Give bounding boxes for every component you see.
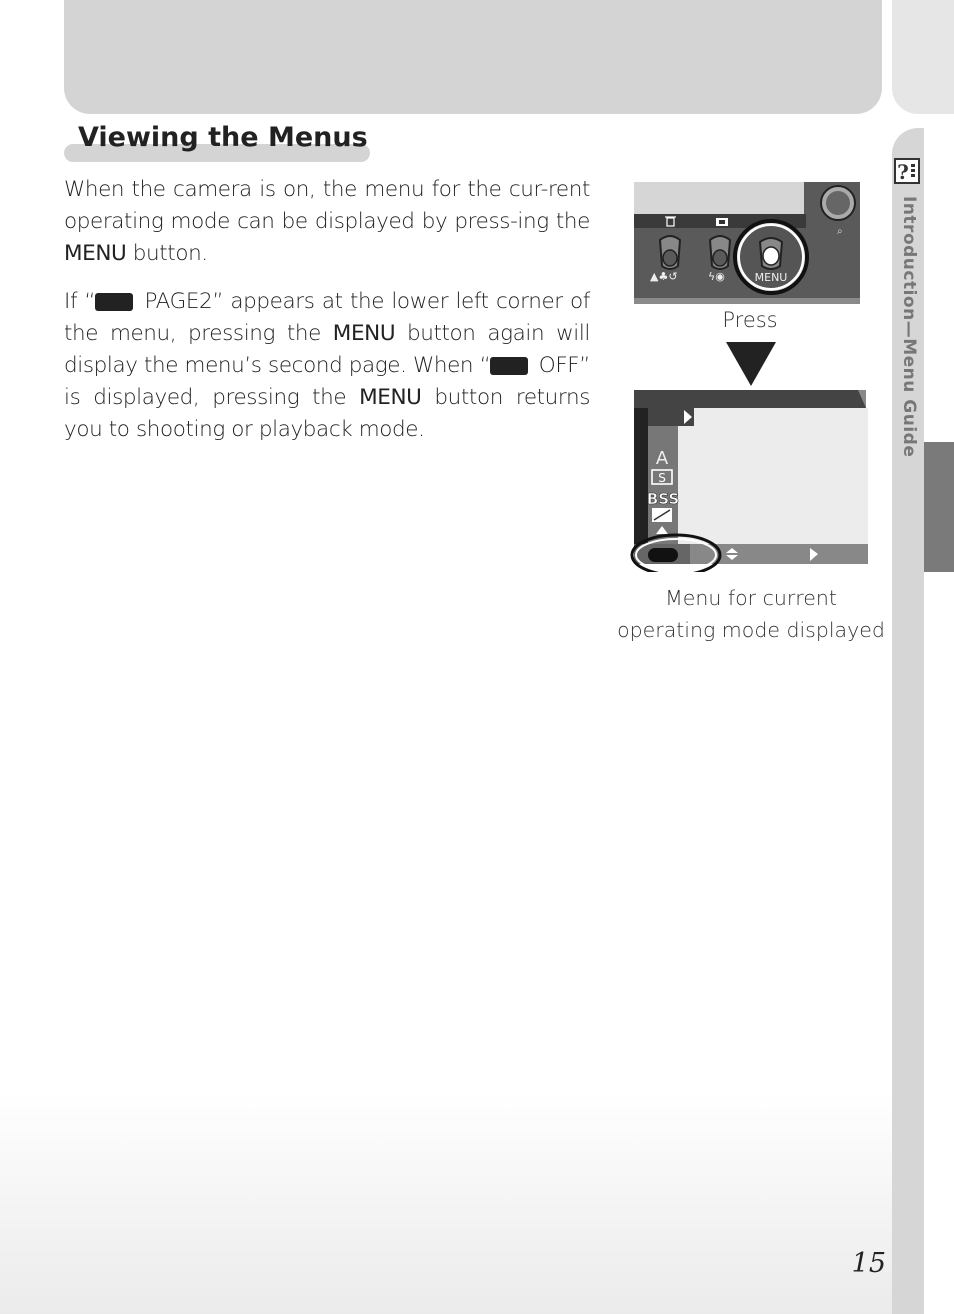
section-tab-marker [924, 442, 954, 572]
menu-keyword: MENU [64, 241, 127, 266]
header-tab [892, 0, 954, 114]
paragraph-2-text-d: button returns you to shooting or playback mode. [64, 385, 590, 442]
down-arrow-icon [726, 342, 776, 386]
menu-tab-chip-icon [95, 293, 133, 311]
section-tab-label: Introduction—Menu Guide [899, 196, 919, 458]
camera-menu-button-label: MENU [754, 271, 788, 284]
page-title: Viewing the Menus [78, 122, 368, 153]
menu-keyword: MENU [359, 385, 422, 410]
figure-caption [612, 582, 890, 646]
paragraph-2-text-c: OFF” is displayed, pressing the [64, 353, 590, 410]
mode-icons: ▲♣↺ [650, 270, 678, 283]
section-tab-gap [924, 128, 954, 1314]
paragraph-2-text-b: button again will display the menu’s second page. When “ [64, 321, 590, 378]
caption-line-2: operating mode displayed [617, 618, 885, 642]
page-number: 15 [851, 1248, 886, 1279]
menu-tab-chip-icon [490, 357, 528, 375]
menu-keyword: MENU [332, 321, 396, 346]
paragraph-1 [64, 174, 590, 270]
header-band [64, 0, 882, 114]
svg-text:?: ? [897, 160, 909, 184]
menu-icon-bss: BSS [646, 490, 680, 508]
menu-icon-s: S [658, 471, 666, 485]
page-tab-chip-icon [648, 548, 678, 562]
press-label: Press [722, 308, 778, 332]
paragraph-2 [64, 286, 590, 446]
help-question-icon [894, 158, 920, 184]
paragraph-1-text: When the camera is on, the menu for the cur-rent operating mode can be displayed by press-ing the [64, 177, 590, 234]
paragraph-1-tail: button. [126, 241, 208, 266]
menu-icon-auto: A [655, 448, 669, 469]
paragraph-2-text-a: PAGE2” appears at the lower left corner of the menu, pressing the [64, 289, 590, 346]
menu-screen-illustration [630, 386, 872, 572]
caption-line-1: Menu for current [665, 586, 837, 610]
flash-icons: ϟ◉ [708, 270, 725, 283]
svg-text:⌕: ⌕ [837, 226, 843, 237]
paragraph-2-lead: If “ [64, 289, 96, 314]
camera-back-illustration [634, 182, 860, 304]
